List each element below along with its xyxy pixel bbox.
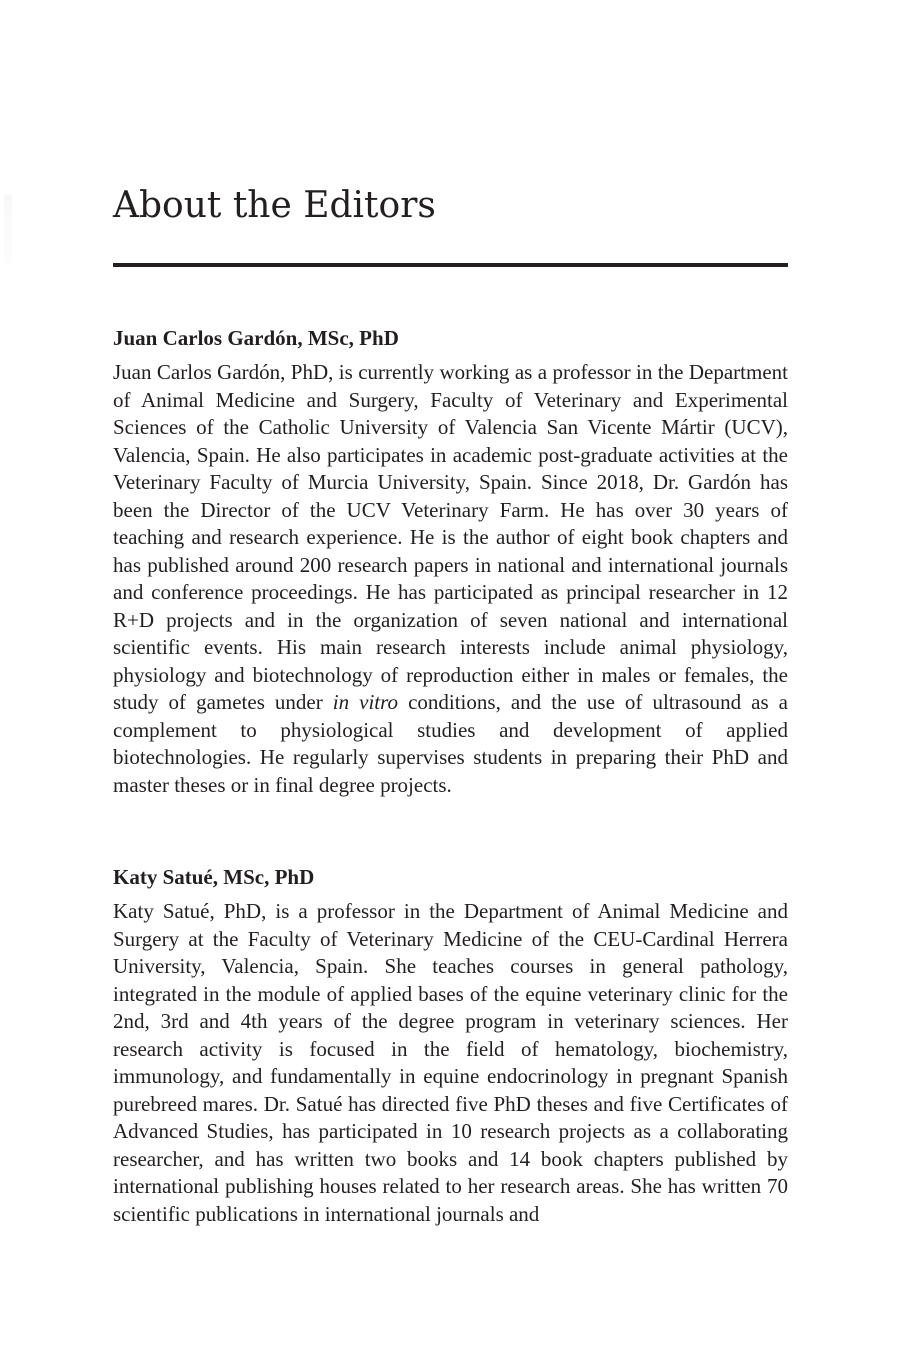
page-title: About the Editors bbox=[113, 185, 436, 226]
editor-section-satue bbox=[113, 862, 788, 1228]
title-underline-rule bbox=[113, 263, 788, 267]
editor-bio: Katy Satué, PhD, is a professor in the Department of Animal Medicine and Surgery at the Faculty of Veterinary Medicine of the CEU-Cardinal Herrera University, Valencia, Spain. She teaches courses in general pathology, integrated in the module of applied bases of the equine veterinary clinic for the 2nd, 3rd and 4th years of the degree program in veterinary sciences. Her research activity is focused in the field of hematology, biochemistry, immunology, and fundamentally in equine endocrinology in pregnant Spanish purebreed mares. Dr. Satué has directed five PhD theses and five Certificates of Advanced Studies, has participated in 10 research projects as a collaborating researcher, and has written two books and 14 book chapters published by international publishing houses related to her research areas. She has written 70 scientific publications in international journals and bbox=[113, 899, 788, 1226]
bio-text: Juan Carlos Gardón, PhD, is currently working as a professor in the Department of Animal Medicine and Surgery, Faculty of Veterinary and Experimental Sciences of the Catholic University of Valencia San Vicente Mártir (UCV), Valencia, Spain. He also participates in academic post-graduate activities at the Veterinary Faculty of Murcia University, Spain. Since 2018, Dr. Gardón has been the Director of the UCV Veterinary Farm. He has over 30 years of teaching and research experience. He is the author of eight book chapters and has published around 200 research papers in national and international journals and conference proceedings. He has participated as principal researcher in 12 R+D projects and in the organization of seven national and international scientific events. His main research interests include animal physiology, physiology and biotechnology of reproduction either in males or females, the study of gametes under bbox=[113, 360, 788, 714]
editor-section-gardon bbox=[113, 323, 788, 799]
margin-watermark bbox=[4, 195, 12, 265]
editor-name: Juan Carlos Gardón, MSc, PhD bbox=[113, 326, 399, 350]
editor-name: Katy Satué, MSc, PhD bbox=[113, 865, 315, 889]
editor-bio bbox=[113, 359, 788, 799]
bio-text-continued: conditions, and the use of ultrasound as a complement to physiological studies and development of applied biotechnologies. He regularly supervises students in preparing their PhD and master theses or in final degree projects. bbox=[113, 690, 788, 797]
bio-italic-term: in vitro bbox=[332, 690, 399, 714]
